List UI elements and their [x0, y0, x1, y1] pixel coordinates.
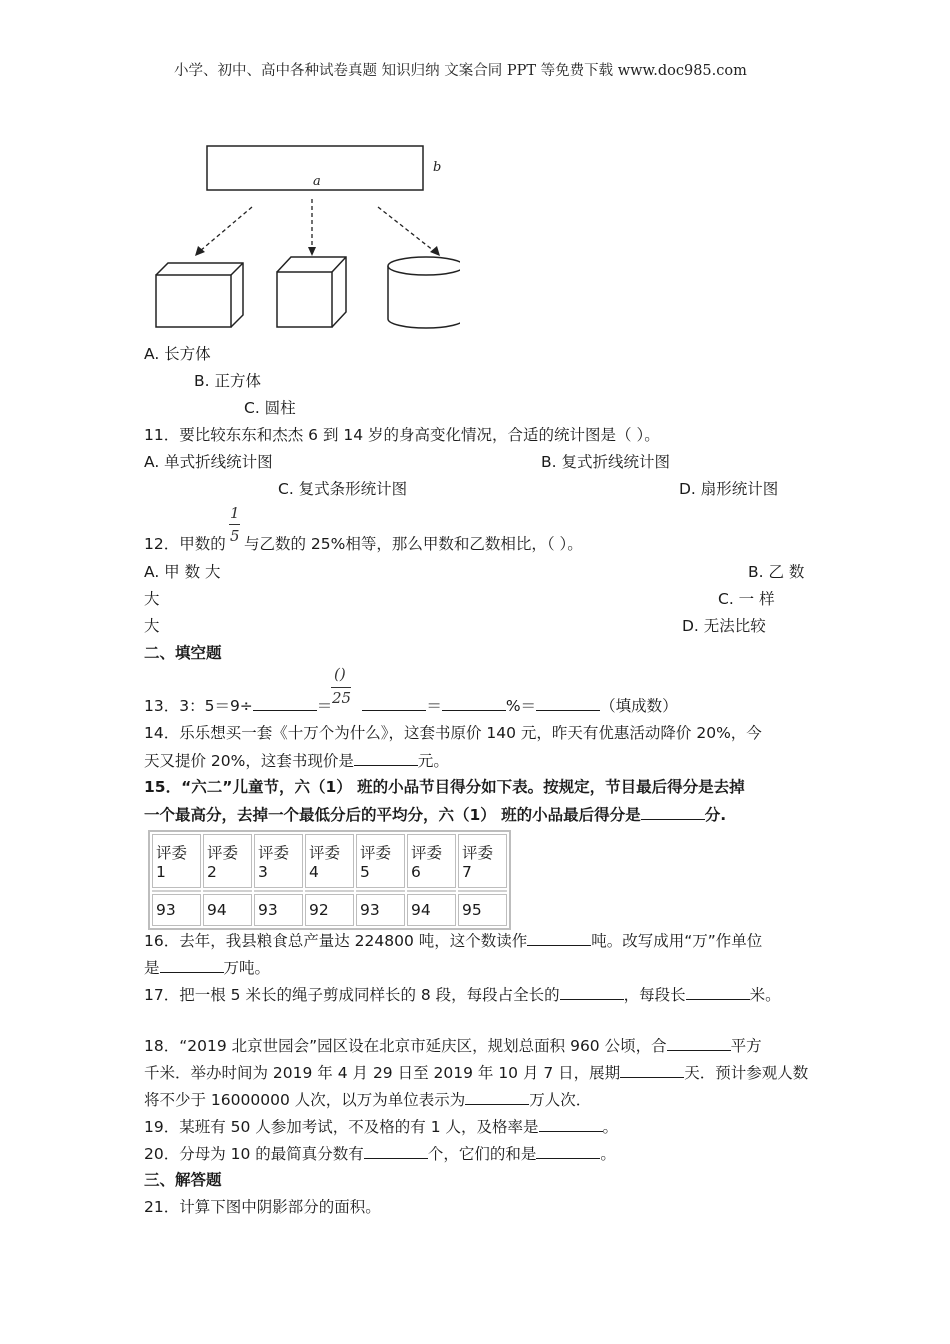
header-cell: 评委 4: [305, 834, 354, 888]
q13-equals: ＝: [316, 697, 333, 715]
q12-option-d: D. 无法比较: [682, 617, 766, 635]
q12-stem-post: 与乙数的 25%相等，那么甲数和乙数相比，（ ）。: [244, 535, 583, 553]
q18-pre-1: 18．“2019 北京世园会”园区设在北京市延庆区，规划总面积 960 公顷，合: [144, 1037, 667, 1055]
label-a: a: [313, 174, 321, 189]
header-cell: 评委 6: [407, 834, 456, 888]
q14-blank[interactable]: [354, 750, 418, 766]
q14-line-2: [144, 750, 449, 771]
q19-line: [144, 1116, 618, 1137]
q19-blank[interactable]: [539, 1116, 603, 1132]
solids-figure: [140, 135, 460, 335]
judges-score-table: [148, 830, 511, 930]
q12-stem-pre: 12．甲数的: [144, 535, 226, 553]
q16-line-2: [144, 957, 270, 978]
q17-blank-1[interactable]: [560, 984, 624, 1000]
q18-blank-3[interactable]: [465, 1089, 529, 1105]
q12-option-a-wrap: 大: [144, 590, 160, 608]
header-cell: 评委 3: [254, 834, 303, 888]
score-cell: 92: [305, 894, 354, 926]
q18-pre-2: 千米．举办时间为 2019 年 4 月 29 日至 2019 年 10 月 7 日，展期: [144, 1064, 621, 1082]
table-separator: [152, 890, 507, 892]
header-cell: 评委 7: [458, 834, 507, 888]
q20-blank-1[interactable]: [364, 1143, 428, 1159]
q16-blank-1[interactable]: [527, 930, 591, 946]
q20-post: 。: [600, 1145, 616, 1163]
q18-line-2: [144, 1062, 808, 1083]
score-cell: 95: [458, 894, 507, 926]
q18-blank-2[interactable]: [620, 1062, 684, 1078]
cuboid-shape: [156, 263, 243, 327]
q13-pre: 13．3：5＝9÷: [144, 697, 253, 715]
q13-percent: %＝: [505, 697, 537, 715]
label-b: b: [433, 160, 442, 175]
q18-blank-1[interactable]: [667, 1035, 731, 1051]
q18-line-3: [144, 1089, 591, 1110]
q16-post-2: 万吨。: [223, 959, 271, 977]
q18-post-3: 万人次．: [529, 1091, 592, 1109]
score-cell: 94: [407, 894, 456, 926]
cylinder-shape: [388, 257, 460, 328]
q20-mid: 个，它们的和是: [427, 1145, 537, 1163]
q17-line: [144, 984, 781, 1005]
q16-post: 吨。改写成用“万”作单位: [591, 932, 763, 950]
q21-stem: 21．计算下图中阴影部分的面积。: [144, 1198, 381, 1216]
section-fill-in-title: 二、填空题: [144, 644, 222, 662]
arrowhead-right: [430, 246, 440, 256]
q15-pre: 一个最高分，去掉一个最低分后的平均分，六（1） 班的小品最后得分是: [144, 806, 641, 824]
score-cell: 93: [356, 894, 405, 926]
q19-pre: 19．某班有 50 人参加考试，不及格的有 1 人，及格率是: [144, 1118, 539, 1136]
q11-option-b: B. 复式折线统计图: [541, 453, 670, 471]
q15-blank[interactable]: [641, 804, 705, 820]
score-cell: 94: [203, 894, 252, 926]
q13-fraction-numerator: (): [334, 665, 346, 683]
q13-blank-2[interactable]: [362, 695, 426, 711]
q16-pre: 16．去年，我县粮食总产量达 224800 吨，这个数读作: [144, 932, 528, 950]
q18-pre-3: 将不少于 16000000 人次，以万为单位表示为: [144, 1091, 466, 1109]
q11-stem: 11．要比较东东和杰杰 6 到 14 岁的身高变化情况，合适的统计图是（ ）。: [144, 426, 660, 444]
q12-fraction-denominator: 5: [230, 527, 240, 545]
q20-line: [144, 1143, 616, 1164]
q16-line-1: [144, 930, 762, 951]
q18-post-2: 天．预计参观人数: [684, 1064, 809, 1082]
q11-option-d: D. 扇形统计图: [679, 480, 779, 498]
page-header: 小学、初中、高中各种试卷真题 知识归纳 文案合同 PPT 等免费下载 www.doc985.com: [174, 63, 747, 79]
q12-fraction-numerator: 1: [230, 504, 240, 522]
q11-option-a: A. 单式折线统计图: [144, 453, 273, 471]
q13-fraction-denominator: 25: [332, 689, 352, 707]
q17-post: 米。: [749, 986, 781, 1004]
q13-blank-3[interactable]: [442, 695, 506, 711]
q14-post: 元。: [417, 752, 449, 770]
q12-option-c: C. 一 样: [718, 590, 775, 608]
q13-equals-2: ＝: [426, 697, 442, 715]
q10-option-c: C. 圆柱: [244, 399, 296, 417]
section-answer-title: 三、解答题: [144, 1171, 222, 1189]
arrow-right: [378, 207, 434, 251]
q12-option-b-wrap: 大: [144, 617, 160, 635]
q20-pre: 20．分母为 10 的最简真分数有: [144, 1145, 364, 1163]
q19-post: 。: [602, 1118, 619, 1136]
q13-line: [144, 695, 678, 716]
q17-blank-2[interactable]: [686, 984, 750, 1000]
header-cell: 评委 2: [203, 834, 252, 888]
q12-fraction-bar: [229, 524, 240, 525]
q18-post-1: 平方: [730, 1037, 762, 1055]
q10-option-a: A. 长方体: [144, 345, 211, 363]
score-cell: 93: [152, 894, 201, 926]
q13-fraction-bar: [331, 687, 351, 688]
header-cell: 评委 1: [152, 834, 201, 888]
q17-pre: 17．把一根 5 米长的绳子剪成同样长的 8 段，每段占全长的: [144, 986, 560, 1004]
score-cell: 93: [254, 894, 303, 926]
q13-blank-1[interactable]: [253, 695, 317, 711]
q15-line-2: [144, 804, 726, 825]
arrow-left: [200, 207, 252, 251]
q13-blank-4[interactable]: [536, 695, 600, 711]
q11-option-c: C. 复式条形统计图: [278, 480, 408, 498]
header-cell: 评委 5: [356, 834, 405, 888]
arrowhead-middle: [308, 247, 316, 256]
q17-mid: ，每段长: [623, 986, 686, 1004]
q16-blank-2[interactable]: [160, 957, 224, 973]
q16-pre-2: 是: [144, 959, 160, 977]
q18-line-1: [144, 1035, 762, 1056]
table-header-row: [152, 834, 507, 888]
q15-line-1: 15．“六二”儿童节，六（1） 班的小品节目得分如下表。按规定，节目最后得分是去掉: [144, 778, 745, 796]
q15-post: 分.: [704, 806, 727, 824]
cube-shape: [277, 257, 346, 327]
q14-pre: 天又提价 20%，这套书现价是: [144, 752, 354, 770]
q12-option-b: B. 乙 数: [748, 563, 805, 581]
q20-blank-2[interactable]: [536, 1143, 600, 1159]
q14-line-1: 14．乐乐想买一套《十万个为什么》，这套书原价 140 元，昨天有优惠活动降价 20%，今: [144, 724, 762, 742]
q13-tail: （填成数）: [600, 697, 678, 715]
table-row: [152, 894, 507, 926]
q10-option-b: B. 正方体: [194, 372, 261, 390]
q12-option-a: A. 甲 数 大: [144, 563, 221, 581]
